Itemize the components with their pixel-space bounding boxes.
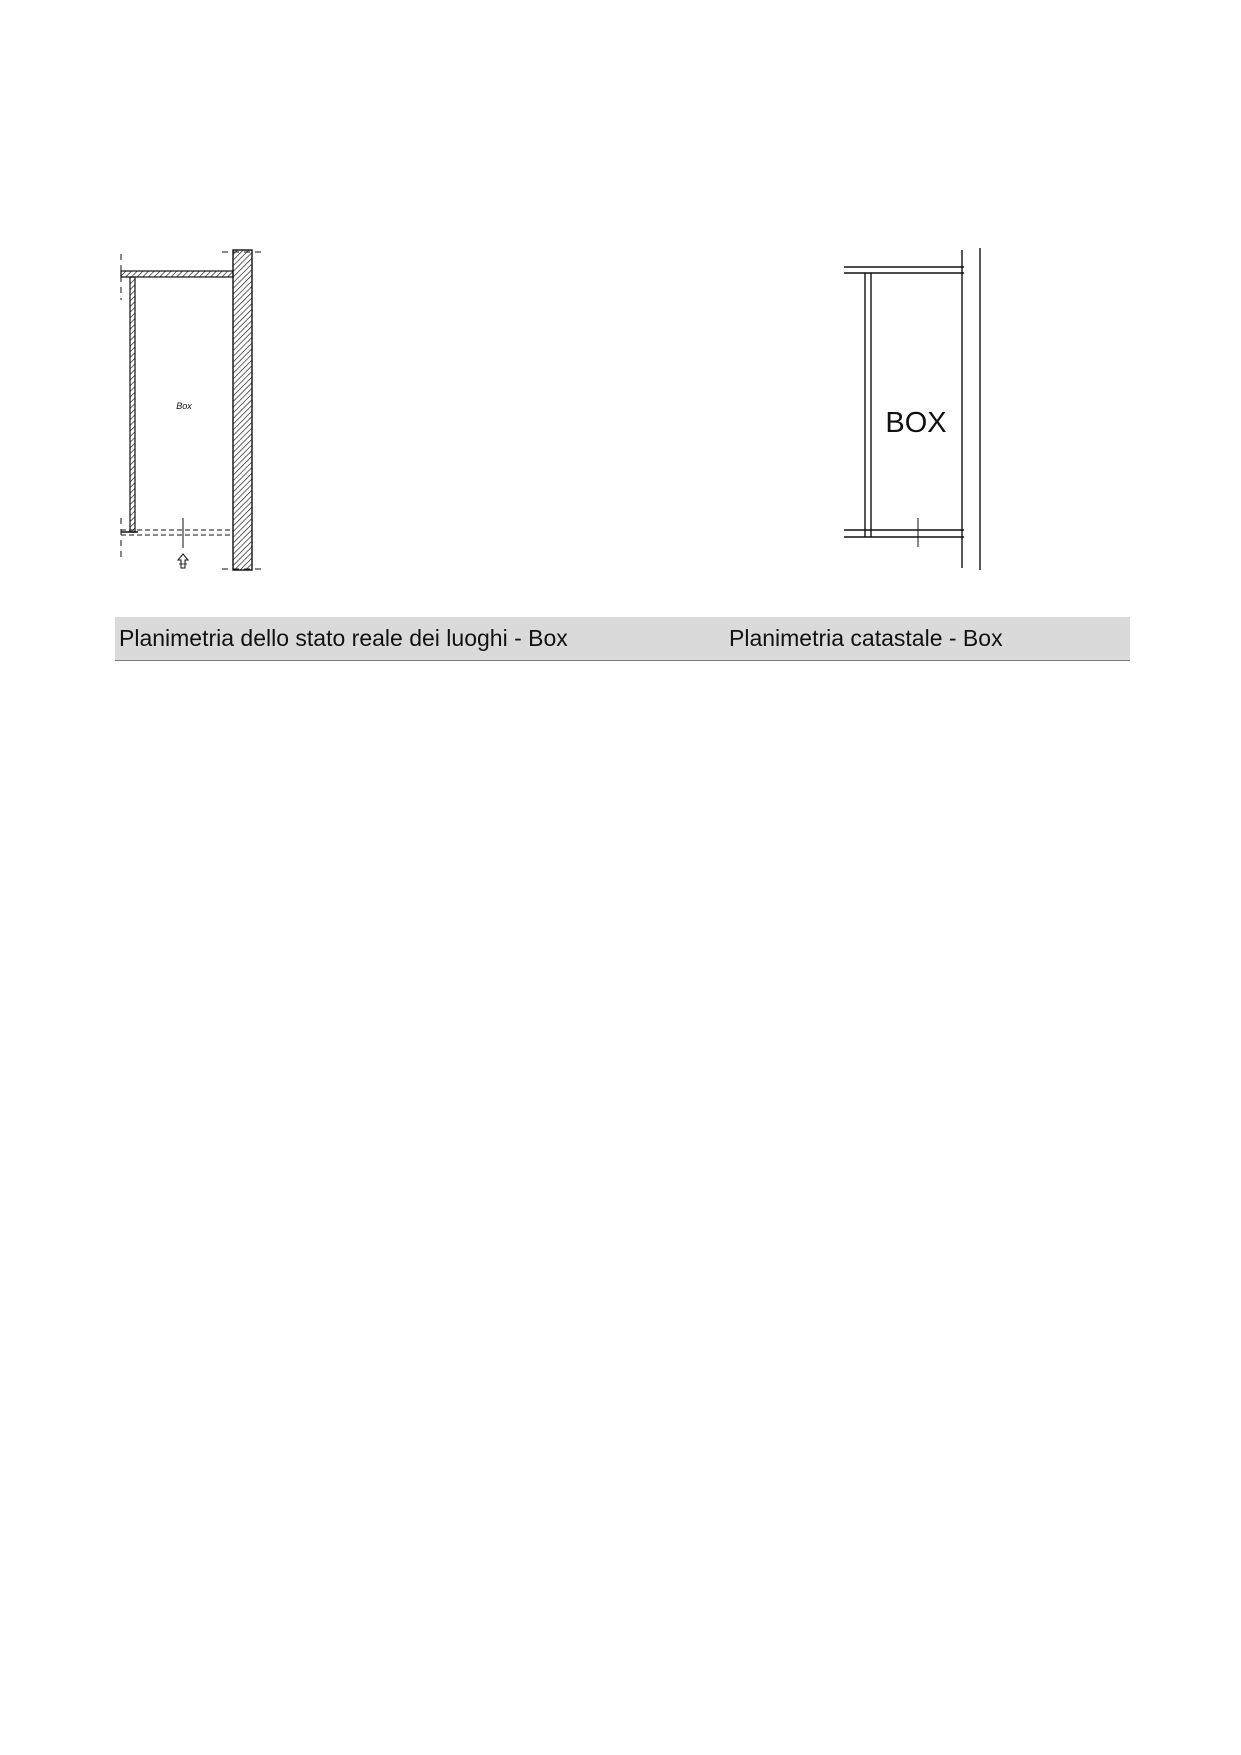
room-label-cadastral: BOX: [885, 407, 947, 439]
left-wall: [130, 277, 135, 532]
caption-band: [115, 617, 1130, 661]
entry-arrow-icon: [178, 554, 188, 568]
caption-real-plan: Planimetria dello stato reale dei luoghi - Box: [119, 625, 568, 651]
caption-cadastral-plan: Planimetria catastale - Box: [729, 625, 1003, 651]
hatched-wall: [233, 250, 252, 570]
floor-plan-cadastral: [830, 240, 1010, 580]
top-wall: [121, 271, 233, 277]
floor-plan-real: [100, 240, 280, 580]
room-label-real: Box: [176, 401, 192, 411]
